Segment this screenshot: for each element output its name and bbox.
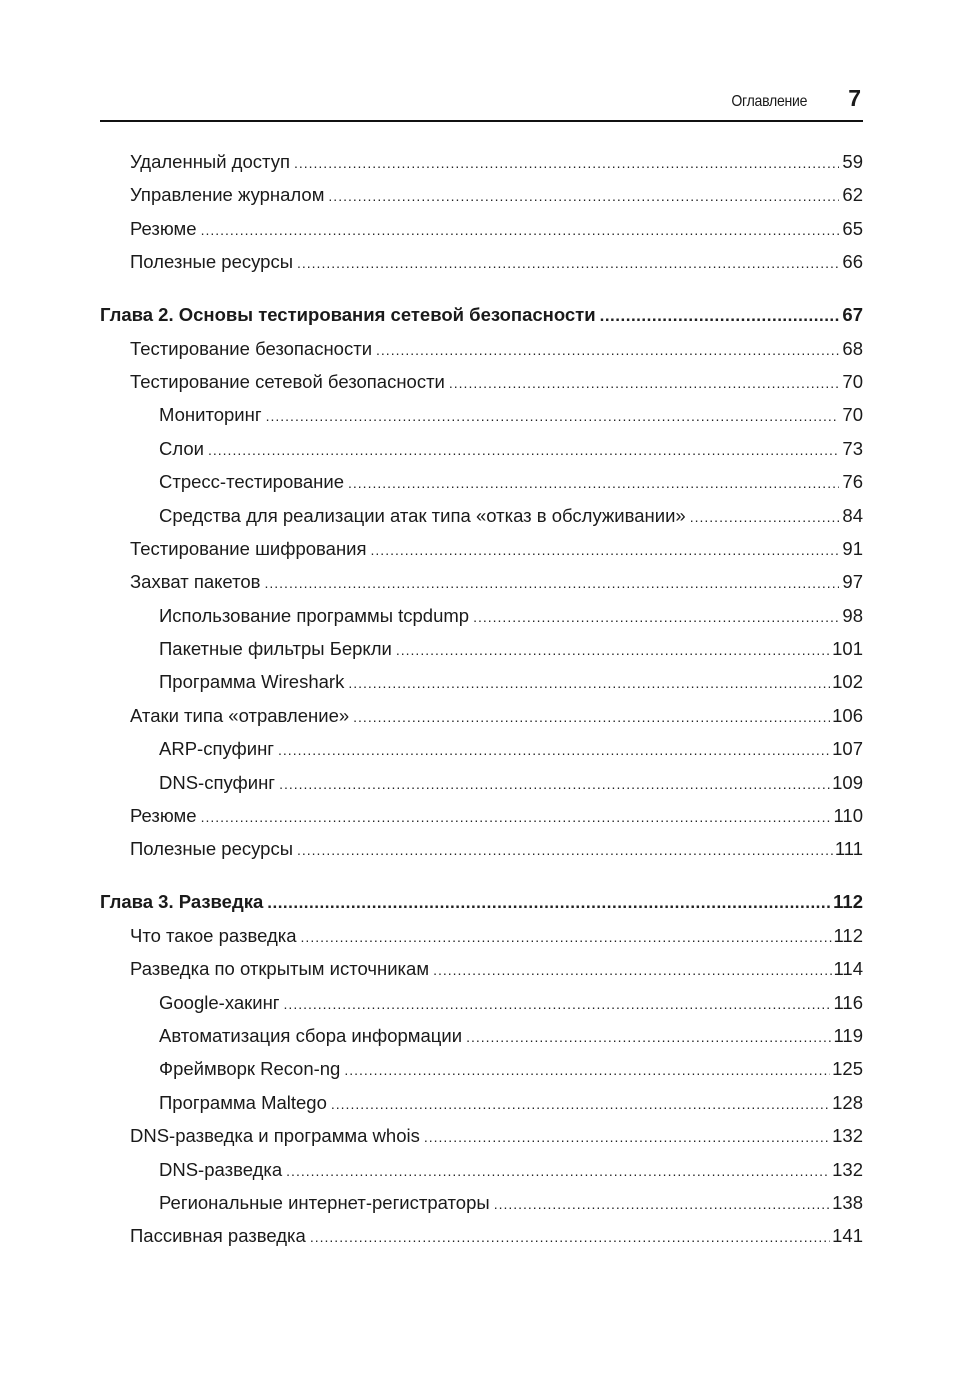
dot-leader [371, 542, 839, 558]
toc-entry-title: Резюме [130, 805, 197, 827]
toc-entry-page-number: 112 [833, 890, 863, 912]
toc-entry-page-number: 98 [842, 604, 863, 626]
toc-entry-title: Использование программы tcpdump [159, 604, 470, 626]
dot-leader [208, 442, 839, 458]
toc-entry-page-number: 106 [832, 704, 863, 726]
toc-entry-title: DNS-разведка [159, 1158, 283, 1180]
dot-leader [494, 1196, 830, 1212]
dot-leader [449, 375, 839, 391]
toc-entry[interactable] [100, 838, 863, 871]
toc-entry-title: Мониторинг [159, 404, 262, 426]
toc-entry-page-number: 67 [842, 303, 863, 325]
dot-leader [278, 742, 830, 758]
table-of-contents [100, 151, 863, 1259]
toc-entry[interactable] [100, 438, 863, 471]
toc-chapter-entry[interactable] [100, 304, 863, 338]
toc-entry-page-number: 62 [842, 184, 863, 206]
toc-chapter-entry[interactable] [100, 891, 863, 925]
dot-leader [600, 306, 839, 326]
toc-entry-page-number: 109 [832, 771, 863, 793]
toc-entry-title: Полезные ресурсы [130, 251, 293, 273]
toc-entry-page-number: 107 [832, 738, 863, 760]
dot-leader [265, 575, 840, 591]
toc-entry-page-number: 70 [842, 370, 863, 392]
toc-entry[interactable] [100, 471, 863, 504]
toc-entry[interactable] [100, 184, 863, 217]
toc-entry[interactable] [100, 1125, 863, 1158]
toc-entry-page-number: 97 [842, 571, 863, 593]
toc-entry[interactable] [100, 218, 863, 251]
toc-entry[interactable] [100, 958, 863, 991]
dot-leader [376, 342, 839, 358]
toc-entry[interactable] [100, 338, 863, 371]
dot-leader [331, 1096, 830, 1112]
dot-leader [297, 255, 839, 271]
toc-entry-page-number: 76 [842, 471, 863, 493]
toc-entry-title: Программа Wireshark [159, 671, 345, 693]
toc-entry[interactable] [100, 1225, 863, 1258]
toc-entry-title: Глава 2. Основы тестирования сетевой безопасности [100, 303, 596, 325]
dot-leader [266, 408, 839, 424]
dot-leader [348, 675, 830, 691]
toc-entry-title: Захват пакетов [130, 571, 261, 593]
toc-entry-title: Удаленный доступ [130, 151, 290, 172]
page-number: 7 [848, 85, 861, 111]
toc-entry-title: Управление журналом [130, 184, 325, 206]
toc-entry-title: Слои [159, 437, 204, 459]
toc-entry-page-number: 141 [832, 1225, 863, 1247]
toc-entry-title: DNS-спуфинг [159, 771, 276, 793]
dot-leader [201, 222, 839, 238]
toc-entry-page-number: 138 [832, 1191, 863, 1213]
toc-entry-page-number: 66 [842, 251, 863, 273]
dot-leader [267, 893, 831, 913]
toc-entry-title: ARP-спуфинг [159, 738, 275, 760]
dot-leader [286, 1163, 830, 1179]
toc-entry-title: DNS-разведка и программа whois [130, 1125, 420, 1147]
toc-entry-page-number: 132 [832, 1125, 863, 1147]
dot-leader [473, 609, 839, 625]
toc-entry-title: Что такое разведка [130, 924, 297, 946]
running-header [100, 84, 863, 122]
toc-entry[interactable] [100, 605, 863, 638]
toc-entry-page-number: 114 [833, 958, 863, 980]
toc-entry[interactable] [100, 538, 863, 571]
toc-entry-title: Тестирование безопасности [130, 337, 373, 359]
toc-entry-title: Атаки типа «отравление» [130, 704, 350, 726]
dot-leader [301, 929, 832, 945]
toc-entry-page-number: 101 [832, 638, 863, 660]
dot-leader [279, 776, 830, 792]
toc-entry[interactable] [100, 151, 863, 184]
toc-entry-title: Тестирование сетевой безопасности [130, 370, 445, 392]
toc-entry-page-number: 91 [842, 537, 863, 559]
toc-entry[interactable] [100, 638, 863, 671]
dot-leader [396, 642, 830, 658]
toc-entry[interactable] [100, 1092, 863, 1125]
toc-entry-title: Глава 3. Разведка [100, 890, 264, 912]
toc-entry[interactable] [100, 571, 863, 604]
dot-leader [690, 509, 839, 525]
toc-entry-page-number: 70 [842, 404, 863, 426]
toc-entry[interactable] [100, 671, 863, 704]
toc-entry[interactable] [100, 1192, 863, 1225]
dot-leader [201, 809, 832, 825]
running-title: Оглавление [731, 93, 807, 110]
toc-entry[interactable] [100, 805, 863, 838]
toc-entry[interactable] [100, 404, 863, 437]
dot-leader [353, 709, 830, 725]
dot-leader [284, 996, 832, 1012]
toc-entry-title: Резюме [130, 217, 197, 239]
toc-entry-title: Автоматизация сбора информации [159, 1024, 463, 1046]
toc-entry-page-number: 73 [842, 437, 863, 459]
toc-entry-page-number: 111 [834, 838, 863, 860]
toc-entry[interactable] [100, 925, 863, 958]
toc-entry-page-number: 65 [842, 217, 863, 239]
toc-entry-page-number: 116 [833, 991, 863, 1013]
toc-entry[interactable] [100, 251, 863, 284]
toc-entry-page-number: 125 [832, 1058, 863, 1080]
dot-leader [297, 842, 833, 858]
toc-entry-title: Пассивная разведка [130, 1225, 306, 1247]
toc-entry[interactable] [100, 705, 863, 738]
toc-entry-page-number: 59 [842, 151, 863, 172]
toc-entry-title: Программа Maltego [159, 1091, 327, 1113]
toc-entry[interactable] [100, 505, 863, 538]
toc-entry[interactable] [100, 1159, 863, 1192]
toc-entry-page-number: 128 [832, 1091, 863, 1113]
dot-leader [433, 962, 831, 978]
toc-entry-title: Тестирование шифрования [130, 537, 367, 559]
toc-entry-page-number: 68 [842, 337, 863, 359]
toc-entry[interactable] [100, 1025, 863, 1058]
dot-leader [294, 155, 839, 171]
toc-entry[interactable] [100, 1058, 863, 1091]
dot-leader [328, 188, 839, 204]
dot-leader [348, 475, 839, 491]
toc-entry-title: Стресс-тестирование [159, 471, 345, 493]
toc-entry-title: Средства для реализации атак типа «отказ в обслуживании» [159, 504, 686, 526]
toc-entry[interactable] [100, 738, 863, 771]
toc-entry-page-number: 119 [833, 1024, 863, 1046]
toc-entry-page-number: 112 [833, 924, 863, 946]
toc-entry-title: Региональные интернет-регистраторы [159, 1191, 490, 1213]
toc-entry-page-number: 132 [832, 1158, 863, 1180]
toc-entry[interactable] [100, 772, 863, 805]
toc-entry[interactable] [100, 371, 863, 404]
toc-entry-page-number: 110 [833, 805, 863, 827]
dot-leader [466, 1029, 831, 1045]
toc-entry-title: Фреймворк Recon-ng [159, 1058, 341, 1080]
toc-entry-title: Google-хакинг [159, 991, 280, 1013]
dot-leader [424, 1129, 830, 1145]
toc-entry-title: Разведка по открытым источникам [130, 958, 430, 980]
toc-entry-page-number: 102 [832, 671, 863, 693]
toc-entry-page-number: 84 [842, 504, 863, 526]
dot-leader [310, 1229, 830, 1245]
dot-leader [344, 1062, 830, 1078]
toc-entry-title: Пакетные фильтры Беркли [159, 638, 392, 660]
toc-entry-title: Полезные ресурсы [130, 838, 293, 860]
toc-entry[interactable] [100, 992, 863, 1025]
